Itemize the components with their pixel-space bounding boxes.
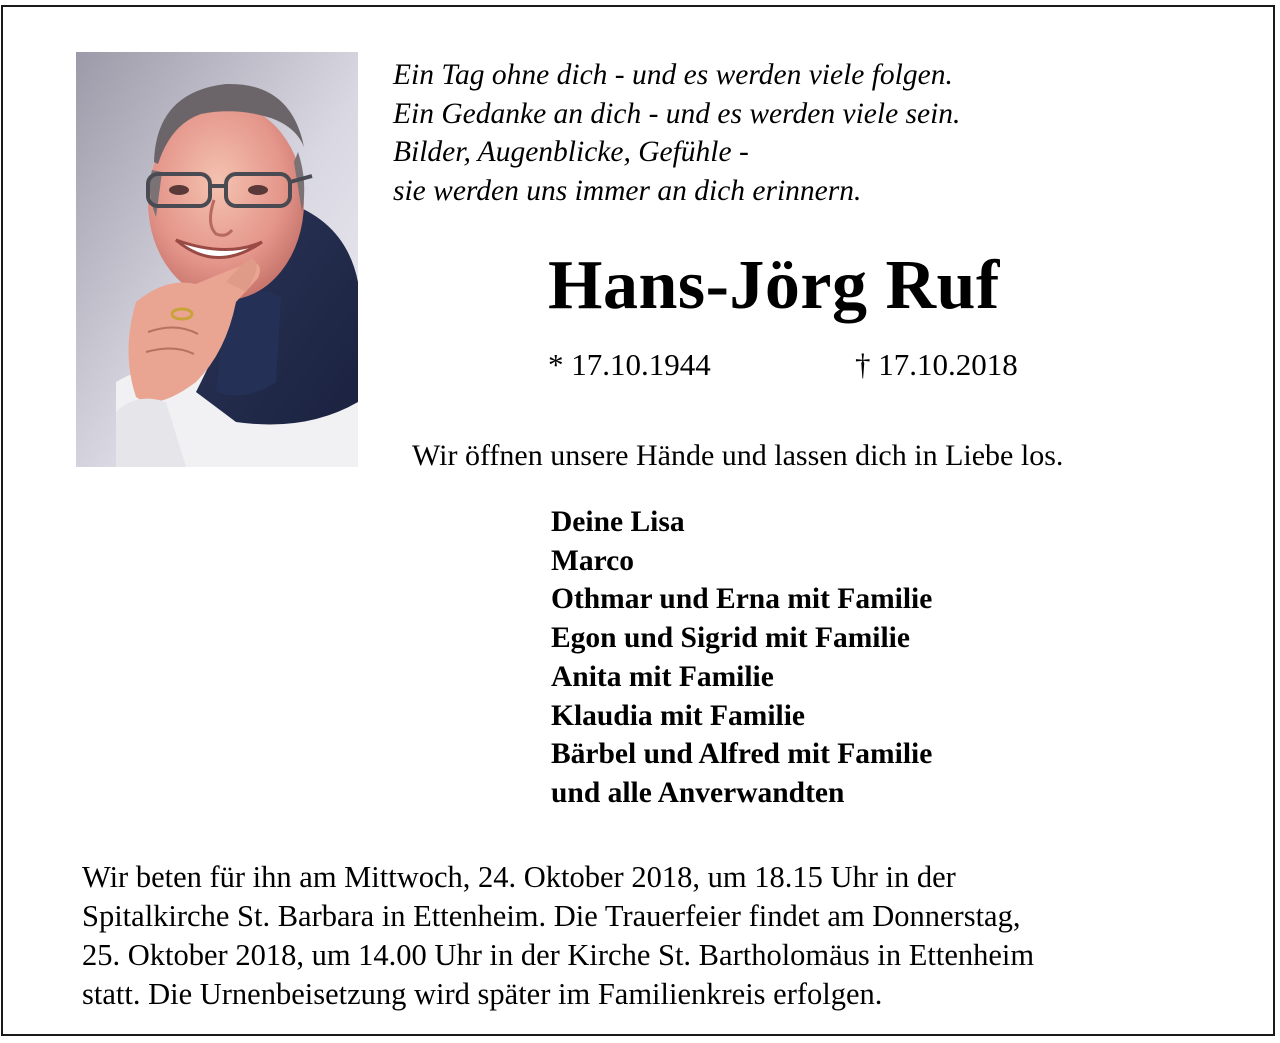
- notice-line: statt. Die Urnenbeisetzung wird später im Familienkreis erfolgen.: [82, 977, 883, 1011]
- poem-line: Bilder, Augenblicke, Gefühle -: [393, 136, 749, 168]
- birth-date: * 17.10.1944: [548, 347, 711, 382]
- service-notice: [82, 858, 1202, 1014]
- farewell-motto: Wir öffnen unsere Hände und lassen dich in Liebe los.: [412, 439, 1064, 472]
- poem-line: sie werden uns immer an dich erinnern.: [393, 174, 862, 207]
- mourner-item: Anita mit Familie: [551, 660, 774, 693]
- notice-line: 25. Oktober 2018, um 14.00 Uhr in der Kirche St. Bartholomäus in Ettenheim: [82, 938, 1035, 972]
- mourner-item: Bärbel und Alfred mit Familie: [551, 738, 933, 771]
- notice-line: Spitalkirche St. Barbara in Ettenheim. Die Trauerfeier findet am Donnerstag,: [82, 899, 1021, 933]
- mourner-item: Egon und Sigrid mit Familie: [551, 622, 910, 655]
- death-date: † 17.10.2018: [855, 347, 1018, 382]
- mourners-list: [551, 503, 932, 813]
- poem-line: Ein Tag ohne dich - und es werden viele folgen.: [393, 59, 953, 91]
- portrait-photo: [76, 52, 358, 467]
- mourner-item: Deine Lisa: [551, 506, 685, 538]
- poem-line: Ein Gedanke an dich - und es werden viele sein.: [393, 97, 961, 130]
- mourner-item: Othmar und Erna mit Familie: [551, 583, 933, 616]
- deceased-name: Hans-Jörg Ruf: [548, 247, 1000, 324]
- mourner-item: Marco: [551, 544, 634, 577]
- mourner-item: und alle Anverwandten: [551, 776, 845, 809]
- mourner-item: Klaudia mit Familie: [551, 699, 806, 732]
- notice-line: Wir beten für ihn am Mittwoch, 24. Oktober 2018, um 18.15 Uhr in der: [82, 860, 956, 894]
- poem: [393, 56, 960, 210]
